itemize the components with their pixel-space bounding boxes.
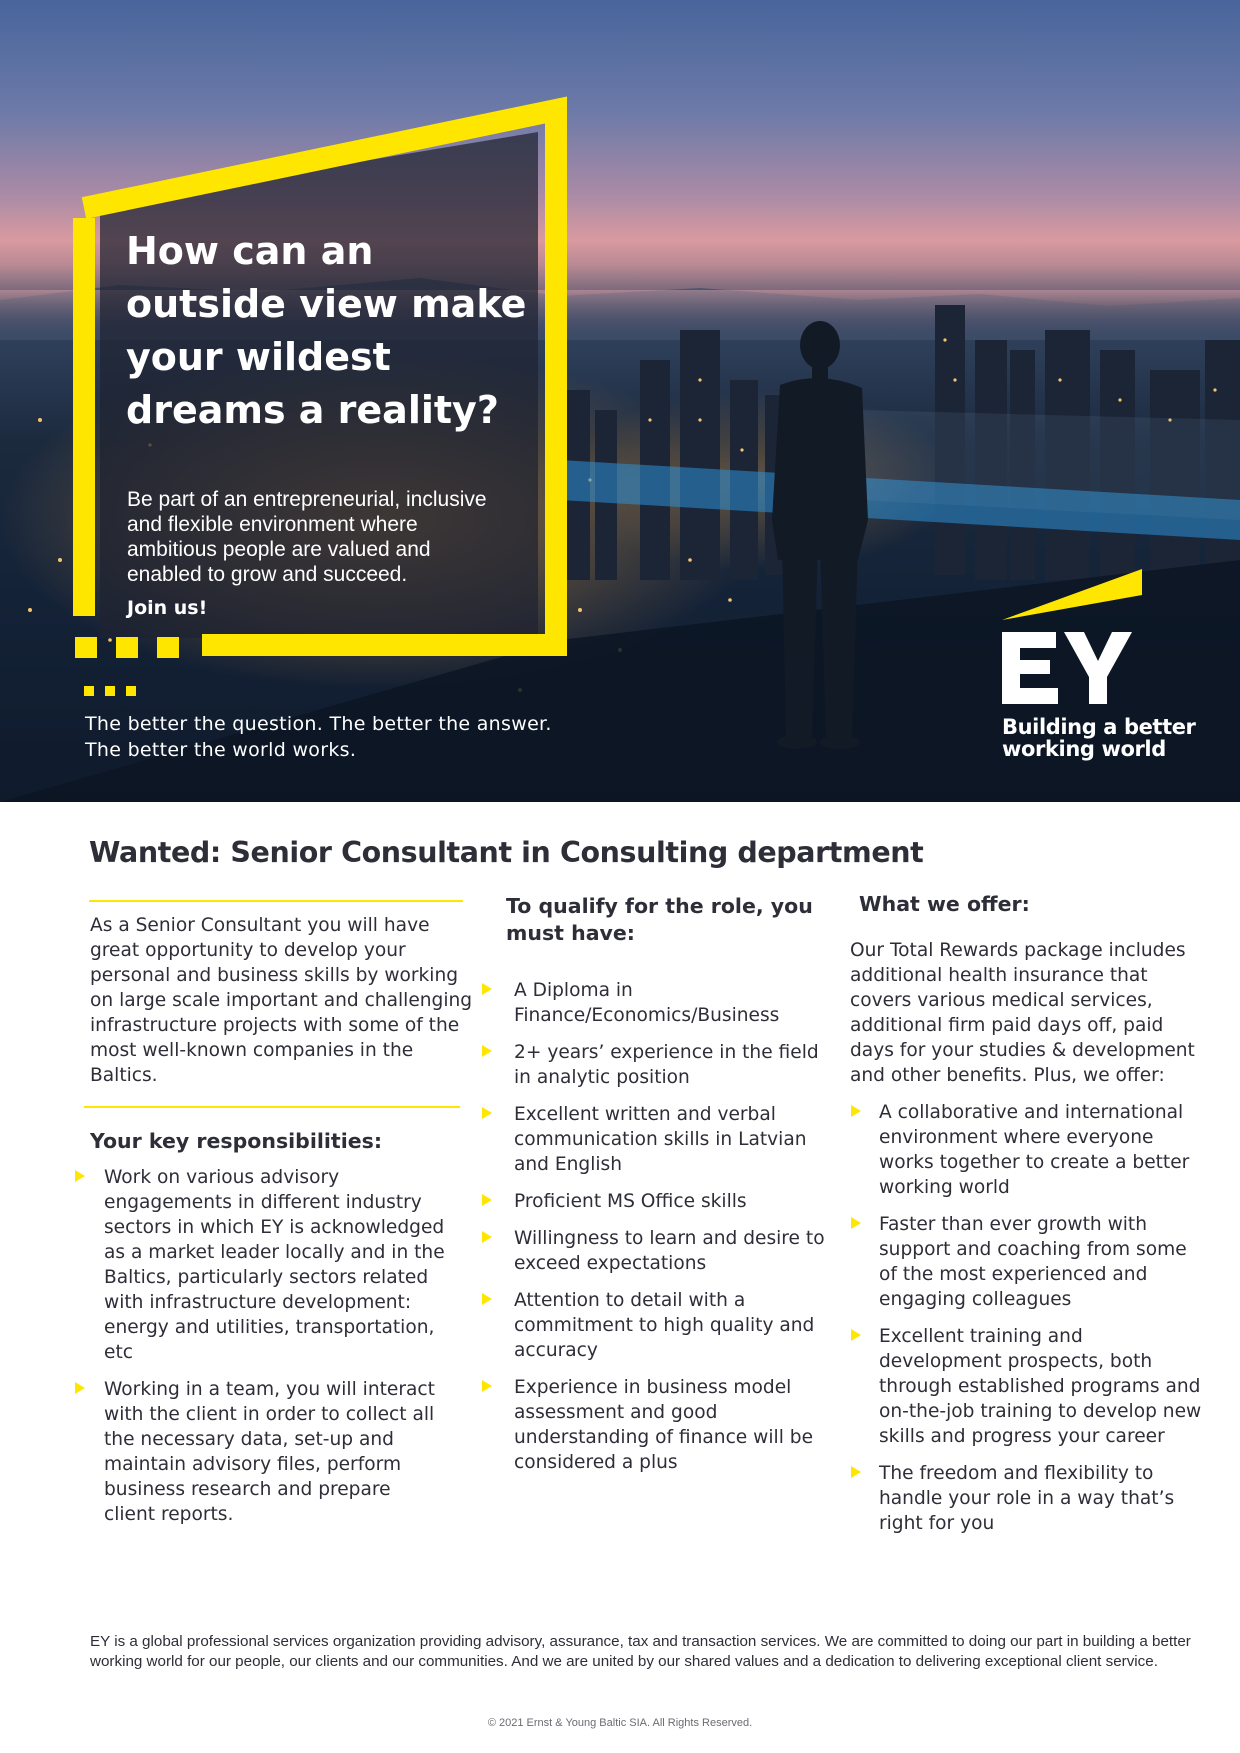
offer-heading: What we offer: [859, 892, 1030, 916]
list-item: Attention to detail with a commitment to high quality and accuracy [486, 1288, 826, 1363]
bullet-arrow-icon [851, 1329, 861, 1341]
bullet-arrow-icon [482, 1194, 492, 1206]
list-item: Willingness to learn and desire to exceed expectations [486, 1226, 826, 1276]
list-item: 2+ years’ experience in the field in analytic position [486, 1040, 826, 1090]
bullet-arrow-icon [851, 1217, 861, 1229]
copyright-notice: © 2021 Ernst & Young Baltic SIA. All Rights Reserved. [487, 1717, 753, 1729]
hero-banner [0, 0, 1240, 802]
divider-line [89, 900, 463, 902]
hero-body-text: Be part of an entrepreneurial, inclusive and flexible environment where ambitious people are valued and enabled to grow and succeed. [127, 488, 487, 586]
bullet-arrow-icon [75, 1382, 85, 1394]
list-item: Experience in business model assessment and good understanding of finance will be considered a plus [486, 1375, 826, 1475]
hero-tagline-line2: The better the world works. [85, 739, 357, 761]
list-item: A collaborative and international environment where everyone works together to create a better working world [850, 1100, 1210, 1200]
list-item: Excellent training and development prospects, both through established programs and on-the-job training to develop new skills and progress your career [850, 1324, 1210, 1449]
list-item: A Diploma in Finance/Economics/Business [486, 978, 826, 1028]
bullet-arrow-icon [75, 1170, 85, 1182]
qualifications-section [486, 893, 826, 1487]
bullet-arrow-icon [851, 1105, 861, 1117]
list-item: Faster than ever growth with support and coaching from some of the most experienced and engaging colleagues [850, 1212, 1210, 1312]
bullet-arrow-icon [851, 1466, 861, 1478]
qualifications-heading: To qualify for the role, you must have: [506, 894, 813, 945]
qualifications-list [486, 978, 826, 1475]
list-item: Excellent written and verbal communication skills in Latvian and English [486, 1102, 826, 1177]
bullet-arrow-icon [482, 1231, 492, 1243]
bullet-arrow-icon [482, 1045, 492, 1057]
company-description: EY is a global professional services organization providing advisory, assurance, tax and transaction services. We are committed to doing our part in building a better working world for our people, our clients and our communities. And we are united by our shared values and a dedication to delivering exceptional client service. [90, 1633, 1191, 1670]
responsibilities-list [76, 1165, 446, 1527]
intro-text: As a Senior Consultant you will have great opportunity to develop your personal and business skills by working on large scale important and challenging infrastructure projects with some of the most well-known companies in the Baltics. [90, 915, 473, 1086]
hero-tagline [85, 711, 645, 763]
list-item: Proficient MS Office skills [486, 1189, 826, 1214]
list-item: The freedom and flexibility to handle your role in a way that’s right for you [850, 1461, 1210, 1536]
offer-section [850, 891, 1210, 1548]
bullet-arrow-icon [482, 983, 492, 995]
bullet-arrow-icon [482, 1380, 492, 1392]
bullet-arrow-icon [482, 1293, 492, 1305]
list-item: Working in a team, you will interact with the client in order to collect all the necessary data, set-up and maintain advisory files, perform business research and prepare client reports. [76, 1377, 446, 1527]
hero-title: How can an outside view make your wildest dreams a reality? [126, 229, 527, 432]
offer-list [850, 1100, 1210, 1536]
brand-tagline-line1: Building a better [1002, 715, 1196, 739]
brand-tagline-line2: working world [1002, 737, 1166, 761]
responsibilities-heading: Your key responsibilities: [90, 1129, 383, 1153]
responsibilities-section [76, 1128, 446, 1539]
hero-tagline-line1: The better the question. The better the answer. [85, 713, 552, 735]
intro-column [90, 913, 475, 1088]
divider-line [84, 1106, 460, 1108]
brand-tagline [1002, 716, 1222, 760]
list-item: Work on various advisory engagements in different industry sectors in which EY is acknowledged as a market leader locally and in the Baltics, particularly sectors related with infrastructure development: energy and utilities, transportation, etc [76, 1165, 446, 1365]
hero-call-to-action: Join us! [127, 597, 208, 619]
bullet-arrow-icon [482, 1107, 492, 1119]
job-title: Wanted: Senior Consultant in Consulting department [89, 836, 924, 869]
offer-intro-text: Our Total Rewards package includes additional health insurance that covers various medical services, additional firm paid days off, paid days for your studies & development and other benefits. Plus, we offer: [850, 940, 1195, 1086]
